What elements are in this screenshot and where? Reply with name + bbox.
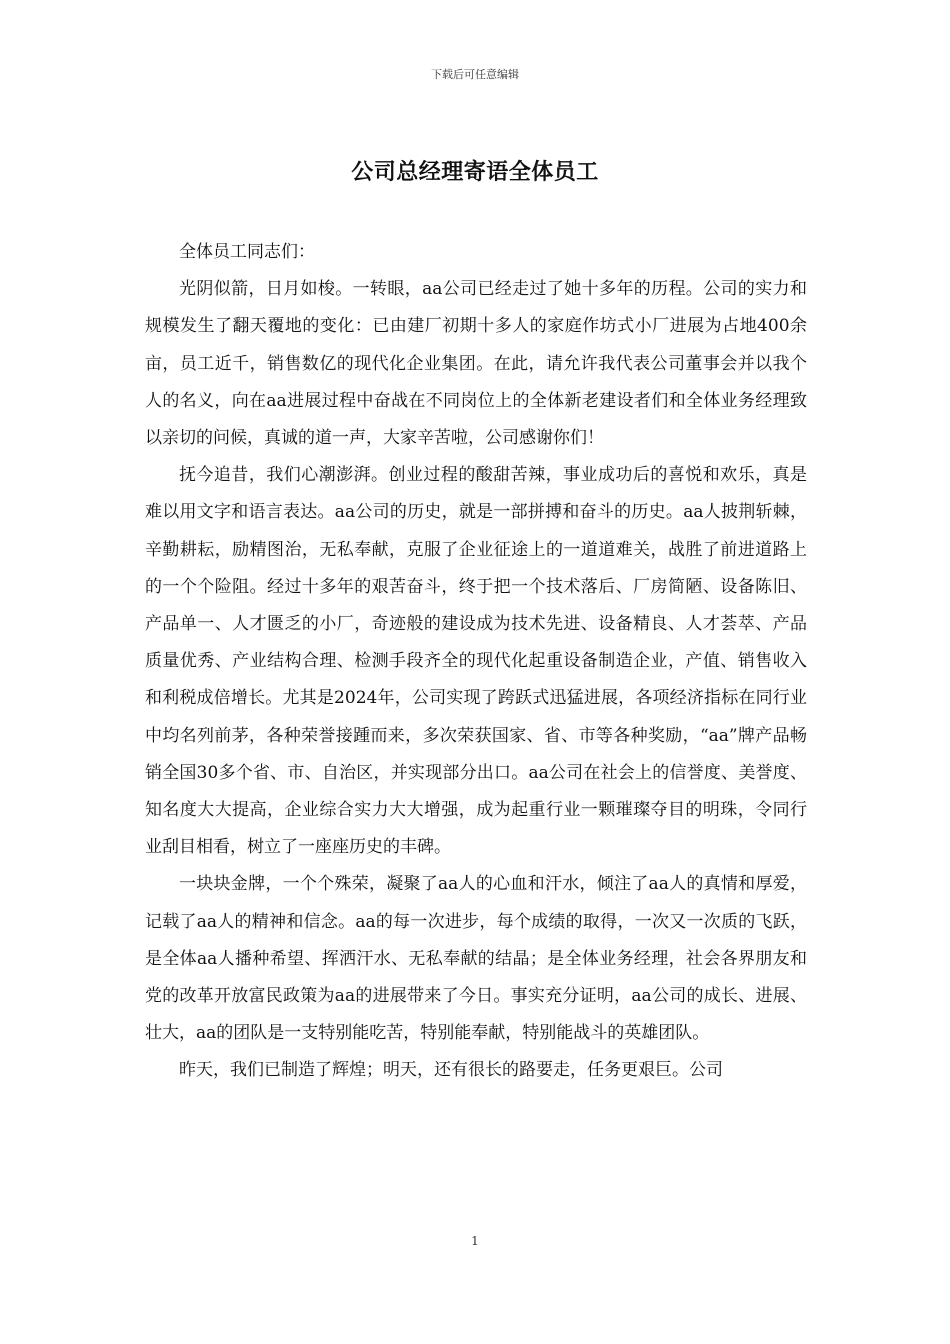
body-paragraph: 抚今追昔，我们心潮澎湃。创业过程的酸甜苦辣，事业成功后的喜悦和欢乐，真是难以用文字和语言表达。aa公司的历史，就是一部拼搏和奋斗的历史。aa人披荆斩棘，辛勤耕耘，励精图治，无私奉献，克服了企业征途上的一道道难关，战胜了前进道路上的一个个险阻。经过十多年的艰苦奋斗，终于把一个技术落后、厂房简陋、设备陈旧、产品单一、人才匮乏的小厂，奇迹般的建设成为技术先进、设备精良、人才荟萃、产品质量优秀、产业结构合理、检测手段齐全的现代化起重设备制造企业，产值、销售收入和利税成倍增长。尤其是2024年，公司实现了跨跃式迅猛进展，各项经济指标在同行业中均名列前茅，各种荣誉接踵而来，多次荣获国家、省、市等各种奖励，“aa”牌产品畅销全国30多个省、市、自治区，并实现部分出口。aa公司在社会上的信誉度、美誉度、知名度大大提高，企业综合实力大大增强，成为起重行业一颗璀璨夺目的明珠，令同行业刮目相看，树立了一座座历史的丰碑。 (145, 465, 807, 858)
body-paragraph: 昨天，我们已制造了辉煌；明天，还有很长的路要走，任务更艰巨。公司 (179, 1060, 723, 1081)
page-number: 1 (471, 1234, 479, 1248)
document-title: 公司总经理寄语全体员工 (351, 159, 599, 185)
salutation-paragraph: 全体员工同志们： (179, 242, 315, 262)
page-header-note: 下载后可任意编辑 (431, 68, 519, 81)
document-body (145, 234, 807, 1090)
body-paragraph: 一块块金牌，一个个殊荣，凝聚了aa人的心血和汗水，倾注了aa人的真情和厚爱，记载了aa人的精神和信念。aa的每一次进步，每个成绩的取得，一次又一次质的飞跃，是全体aa人播种希望、挥洒汗水、无私奉献的结晶；是全体业务经理，社会各界朋友和党的改革开放富民政策为aa的进展带来了今日。事实充分证明，aa公司的成长、进展、壮大，aa的团队是一支特别能吃苦，特别能奉献，特别能战斗的英雄团队。 (145, 874, 807, 1044)
body-paragraph: 光阴似箭，日月如梭。一转眼，aa公司已经走过了她十多年的历程。公司的实力和规模发生了翻天覆地的变化：已由建厂初期十多人的家庭作坊式小厂进展为占地400余亩，员工近千，销售数亿的现代化企业集团。在此，请允许我代表公司董事会并以我个人的名义，向在aa进展过程中奋战在不同岗位上的全体新老建设者们和全体业务经理致以亲切的问候，真诚的道一声，大家辛苦啦，公司感谢你们！ (145, 279, 807, 449)
